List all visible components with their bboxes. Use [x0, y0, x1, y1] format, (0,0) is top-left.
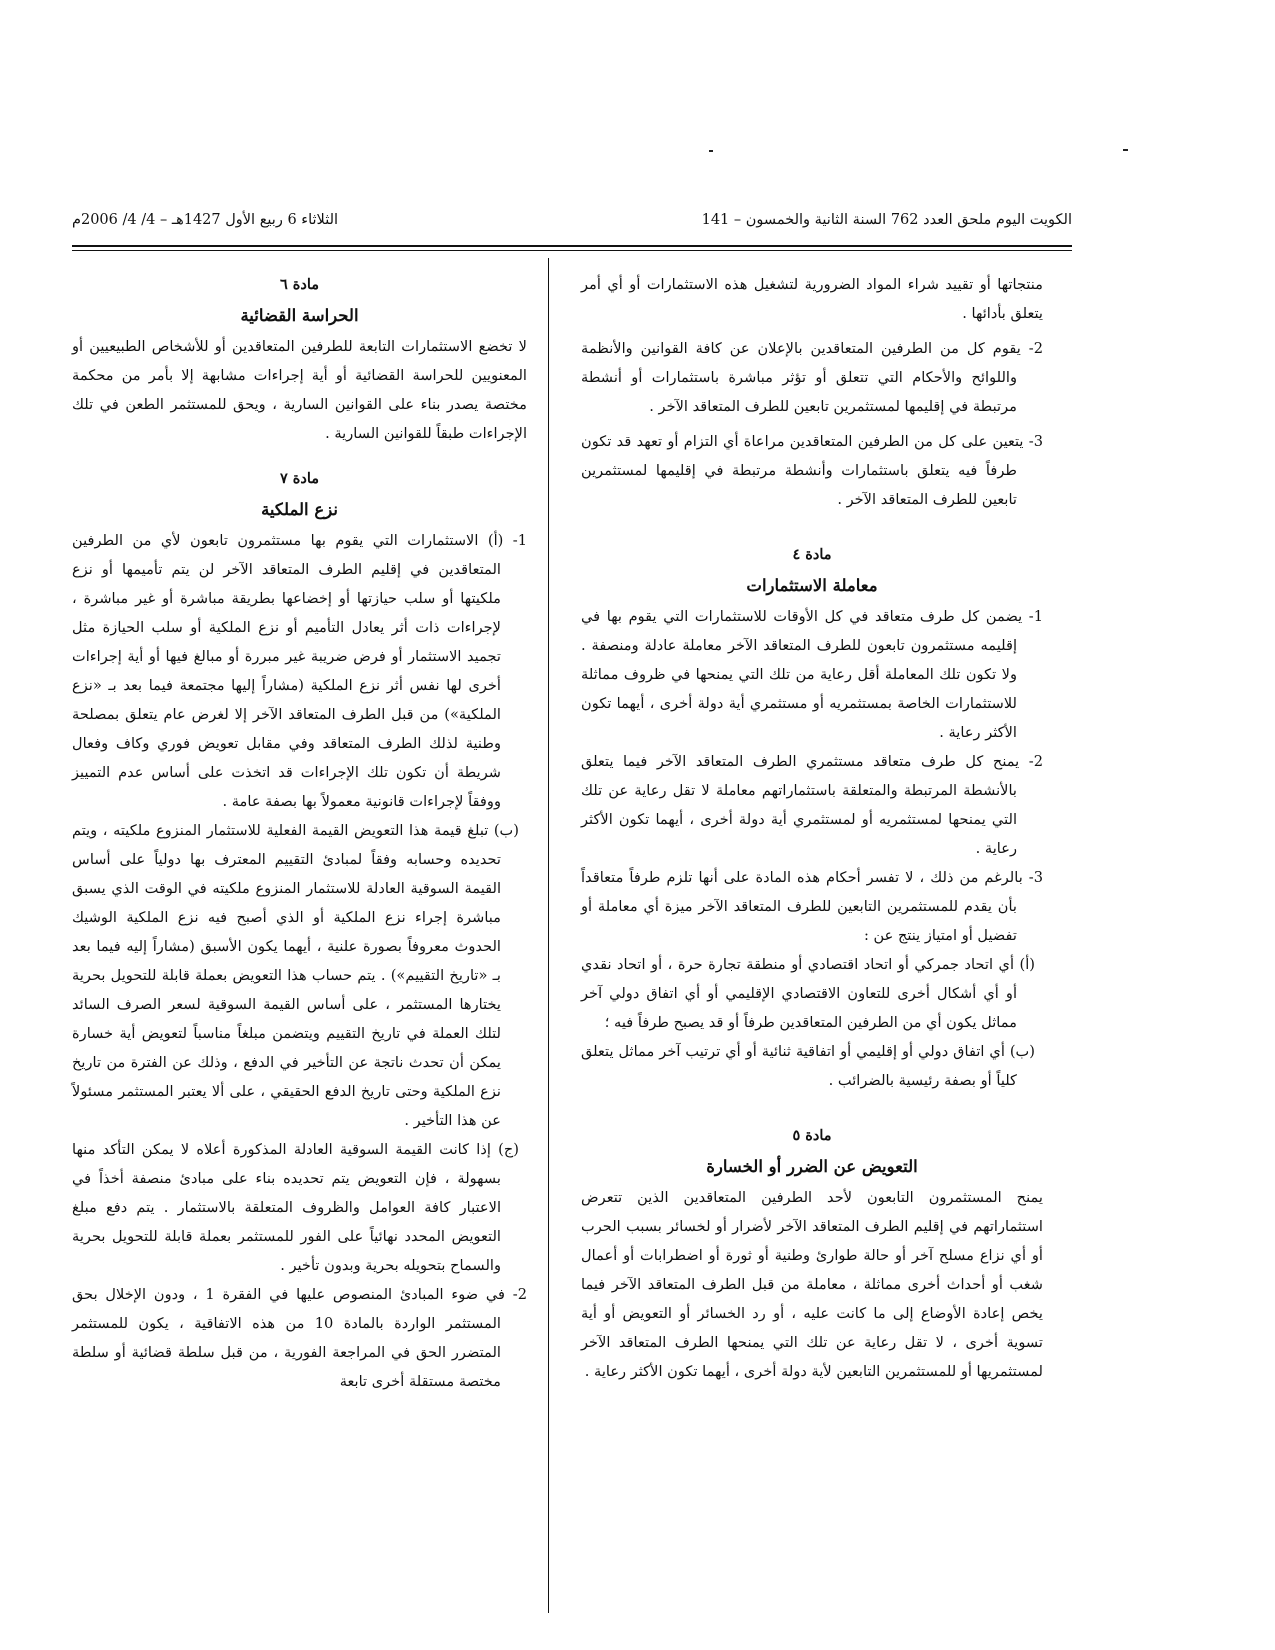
article-text: لا تخضع الاستثمارات التابعة للطرفين المتعاقدين أو للأشخاص الطبيعيين أو المعنويين للحراسة القضائية أو أية إجراءات مشابهة إلا بأمر من محكمة مختصة يصدر بناء على القوانين السارية ، ويحق للمستثمر الطعن في تلك الإجراءات طبقاً للقوانين السارية .: [72, 338, 527, 442]
header-date: الثلاثاء 6 ربيع الأول 1427هـ – 4/ 4/ 2006م: [72, 212, 339, 228]
header-issue-info: الكويت اليوم ملحق العدد 762 السنة الثانية والخمسون – 141: [701, 212, 1072, 228]
article-number: مادة ٧: [279, 470, 320, 487]
article-title: التعويض عن الضرر أو الخسارة: [706, 1157, 918, 1176]
article-number: مادة ٤: [792, 546, 832, 563]
sub-item: (ب) أي اتفاق دولي أو إقليمي أو اتفاقية ثنائية أو أي ترتيب آخر مماثل يتعلق كلياً أو بصفة رئيسية بالضرائب .: [581, 1043, 1035, 1089]
sub-item: (ج) إذا كانت القيمة السوقية العادلة المذكورة أعلاه لا يمكن التأكد منها بسهولة ، فإن التعويض يتم تحديده بناء على مبادئ منصفة أخذاً في الاعتبار كافة العوامل والظروف المتعلقة بالاستثمار . يتم دفع مبلغ التعويض المحدد نهائياً على الفور للمستثمر بعملة قابلة للتحويل بحرية والسماح بتحويله بحرية وبدون تأخير .: [72, 1141, 519, 1274]
page-header: [72, 212, 1072, 242]
list-item: 3- بالرغم من ذلك ، لا تفسر أحكام هذه المادة على أنها تلزم طرفاً متعاقداً بأن يقدم للمستثمرين التابعين للطرف المتعاقد الآخر ميزة أي معاملة أو تفضيل أو امتياز ينتج عن :: [581, 869, 1043, 944]
list-item: 2- يمنح كل طرف متعاقد مستثمري الطرف المتعاقد الآخر فيما يتعلق بالأنشطة المرتبطة والمتعلقة باستثماراتهم معاملة لا تقل رعاية عن تلك التي يمنحها لمستثمريه أو لمستثمري أية دولة أخرى ، أيهما تكون الأكثر رعاية .: [581, 753, 1043, 857]
paragraph-continued: منتجاتها أو تقييد شراء المواد الضرورية لتشغيل هذه الاستثمارات أو أي أمر يتعلق بأدائها .: [581, 276, 1043, 322]
scan-speck: [1123, 149, 1128, 151]
list-item: 2- يقوم كل من الطرفين المتعاقدين بالإعلان عن كافة القوانين والأنظمة واللوائح والأحكام التي تتعلق أو تؤثر مباشرة باستثمارات أو أنشطة مرتبطة في إقليمها لمستثمرين تابعين للطرف المتعاقد الآخر .: [581, 340, 1043, 415]
article-title: الحراسة القضائية: [240, 306, 359, 325]
article-text: يمنح المستثمرون التابعون لأحد الطرفين المتعاقدين الذين تتعرض استثماراتهم في إقليم الطرف المتعاقد الآخر لأضرار أو لخسائر بسبب الحرب أو أي نزاع مسلح آخر أو حالة طوارئ وطنية أو ثورة أو اضطرابات أو أعمال شغب أو أحداث أخرى مماثلة ، معاملة من قبل الطرف المتعاقد الآخر فيما يخص إعادة الأوضاع إلى ما كانت عليه ، أو رد الخسائر أو التعويض أو أية تسوية أخرى ، لا تقل رعاية عن تلك التي يمنحها الطرف المتعاقد الآخر لمستثمريها أو للمستثمرين التابعين لأية دولة أخرى ، أيهما تكون الأكثر رعاية .: [581, 1189, 1043, 1380]
list-item: 1- يضمن كل طرف متعاقد في كل الأوقات للاستثمارات التي يقوم بها في إقليمه مستثمرون تابعون للطرف المتعاقد الآخر معاملة عادلة ومنصفة . ولا تكون تلك المعاملة أقل رعاية من تلك التي يمنحها في ظروف مماثلة للاستثمارات الخاصة بمستثمريه أو مستثمري أية دولة أخرى ، أيهما تكون الأكثر رعاية .: [581, 608, 1043, 741]
article-number: مادة ٥: [792, 1127, 832, 1144]
article-title: نزع الملكية: [261, 500, 338, 519]
column-divider: [548, 258, 549, 1613]
article-number: مادة ٦: [279, 276, 320, 293]
article-title: معاملة الاستثمارات: [746, 576, 878, 595]
list-item: 2- في ضوء المبادئ المنصوص عليها في الفقرة 1 ، ودون الإخلال بحق المستثمر الواردة بالمادة 10 من هذه الاتفاقية ، يكون للمستثمر المتضرر الحق في المراجعة الفورية ، من قبل سلطة قضائية أو سلطة مختصة مستقلة أخرى تابعة: [72, 1286, 527, 1390]
right-column: [581, 270, 1043, 1386]
header-rule-thin: [72, 250, 1072, 251]
list-item: 3- يتعين على كل من الطرفين المتعاقدين مراعاة أي التزام أو تعهد قد تكون طرفاً فيه يتعلق باستثمارات وأنشطة مرتبطة في إقليمها لمستثمرين تابعين للطرف المتعاقد الآخر .: [581, 433, 1043, 508]
list-item: 1- (أ) الاستثمارات التي يقوم بها مستثمرون تابعون لأي من الطرفين المتعاقدين في إقليم الطرف المتعاقد الآخر لن يتم تأميمها أو نزع ملكيتها أو سلب حيازتها أو إخضاعها بطريقة مباشرة أو غير مباشرة ، لإجراءات ذات أثر يعادل التأميم أو نزع الملكية أو سلب الحيازة مثل تجميد الاستثمار أو فرض ضريبة غير مبررة أو مبالغ فيها أو أية إجراءات أخرى لها نفس أثر نزع الملكية (مشاراً إليها مجتمعة فيما بعد بـ «نزع الملكية») من قبل الطرف المتعاقد الآخر إلا لغرض عام يتعلق بمصلحة وطنية لذلك الطرف المتعاقد وفي مقابل تعويض فوري وكاف وفعال شريطة أن تكون تلك الإجراءات قد اتخذت على أساس عدم التمييز ووفقاً لإجراءات قانونية معمولاً بها بصفة عامة .: [72, 532, 527, 810]
sub-item: (أ) أي اتحاد جمركي أو اتحاد اقتصادي أو منطقة تجارة حرة ، أو اتحاد نقدي أو أي أشكال أخرى للتعاون الاقتصادي الإقليمي أو أي اتفاق دولي آخر مماثل يكون أي من الطرفين المتعاقدين طرفاً أو قد يصبح طرفاً فيه ؛: [581, 956, 1035, 1031]
left-column: [72, 270, 527, 1396]
sub-item: (ب) تبلغ قيمة هذا التعويض القيمة الفعلية للاستثمار المنزوع ملكيته ، ويتم تحديده وحسابه وفقاً لمبادئ التقييم المعترف بها دولياً على أساس القيمة السوقية العادلة للاستثمار المنزوع ملكيته في الوقت الذي يسبق مباشرة إجراء نزع الملكية أو الذي أصبح فيه نزع الملكية الوشيك الحدوث معروفاً بصورة علنية ، أيهما يكون الأسبق (مشاراً إليه فيما بعد بـ «تاريخ التقييم») . يتم حساب هذا التعويض بعملة قابلة للتحويل بحرية يختارها المستثمر ، على أساس القيمة السوقية لسعر الصرف السائد لتلك العملة في تاريخ التقييم ويتضمن مبلغاً مناسباً لتعويض أية خسارة يمكن أن تحدث ناتجة عن التأخير في الدفع ، وذلك عن الفترة من تاريخ نزع الملكية وحتى تاريخ الدفع الحقيقي ، على ألا يعتبر المستثمر مسئولاً عن هذا التأخير .: [72, 822, 519, 1129]
scan-speck: [709, 150, 713, 152]
header-rule: [72, 245, 1072, 247]
